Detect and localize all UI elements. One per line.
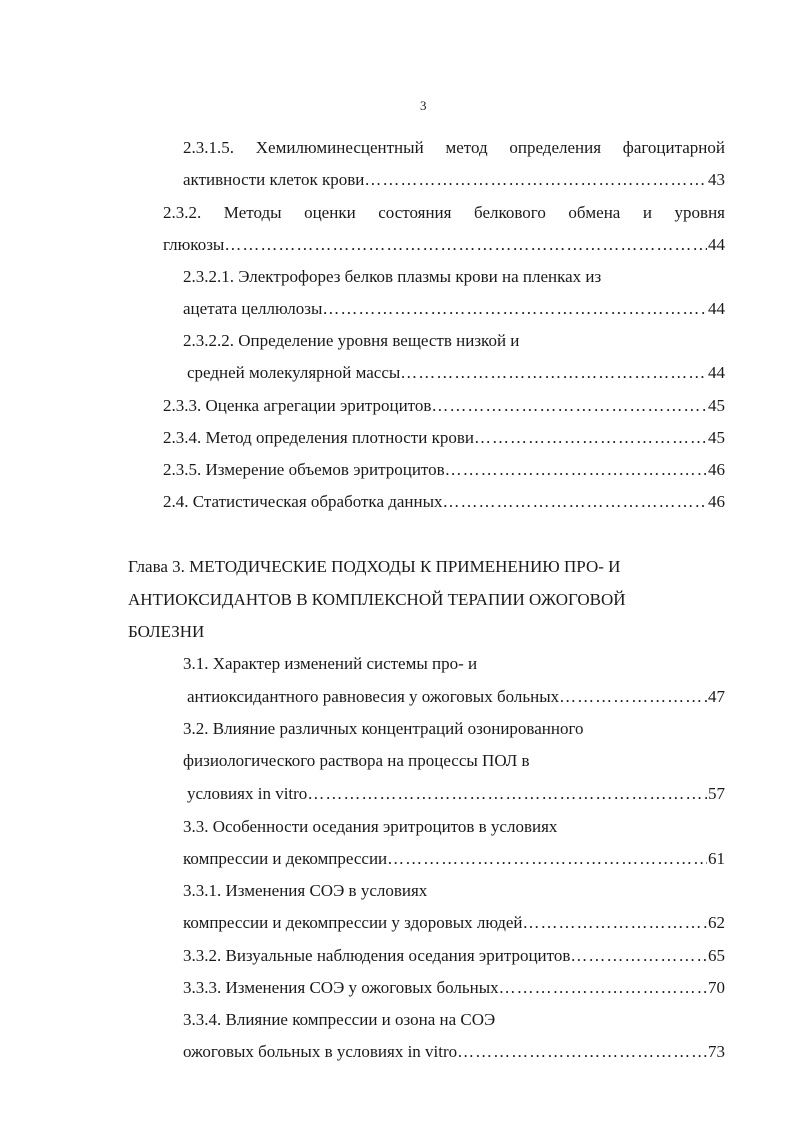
dot-leader (443, 492, 707, 512)
toc-page: 45 (708, 428, 725, 447)
toc-text: физиологического раствора на процессы ПОЛ в (183, 751, 530, 770)
dot-leader (523, 913, 707, 933)
toc-entry[interactable] (183, 946, 725, 966)
toc-text: 3.3.1. Изменения СОЭ в условиях (183, 881, 428, 900)
toc-text: глюкозы (163, 235, 225, 254)
dot-leader (445, 460, 707, 480)
toc-text: 3.3.4. Влияние компрессии и озона на СОЭ (183, 1010, 496, 1029)
toc-line (183, 881, 427, 901)
toc-line (183, 1010, 495, 1030)
toc-text: 2.3.1.5. Хемилюминесцентный метод определения фагоцитарной (183, 138, 725, 157)
dot-leader (307, 784, 707, 804)
toc-text: 3.2. Влияние различных концентраций озонированного (183, 719, 584, 738)
toc-line (183, 719, 584, 739)
toc-entry[interactable] (183, 849, 725, 869)
dot-leader (499, 978, 707, 998)
toc-text: активности клеток крови (183, 170, 365, 189)
toc-page: 65 (708, 946, 725, 965)
toc-text: условиях in vitro (187, 784, 308, 803)
dot-leader (224, 235, 707, 255)
toc-page: 47 (708, 687, 725, 706)
toc-text: 3.3.2. Визуальные наблюдения оседания эритроцитов (183, 946, 571, 965)
toc-page: 57 (708, 784, 725, 803)
dot-leader (400, 363, 707, 383)
toc-text: средней молекулярной массы (187, 363, 401, 382)
toc-line (183, 751, 530, 771)
toc-text: 2.3.2. Методы оценки состояния белкового обмена и уровня (163, 203, 725, 222)
dot-leader (457, 1042, 707, 1062)
toc-entry[interactable] (183, 299, 725, 319)
toc-text: 3.3. Особенности оседания эритроцитов в условиях (183, 817, 558, 836)
toc-text: 2.3.4. Метод определения плотности крови (163, 428, 474, 447)
toc-entry[interactable] (183, 978, 725, 998)
toc-entry[interactable] (163, 396, 725, 416)
chapter-heading: АНТИОКСИДАНТОВ В КОМПЛЕКСНОЙ ТЕРАПИИ ОЖОГОВОЙ (128, 590, 626, 609)
toc-text: ожоговых больных в условиях in vitro (183, 1042, 458, 1061)
toc-text: ацетата целлюлозы (183, 299, 323, 318)
toc-text: 2.3.2.2. Определение уровня веществ низкой и (183, 331, 520, 350)
toc-page: 44 (708, 363, 725, 382)
toc-text: 2.4. Статистическая обработка данных (163, 492, 443, 511)
toc-page: 43 (708, 170, 725, 189)
toc-text: 2.3.3. Оценка агрегации эритроцитов (163, 396, 432, 415)
toc-line (183, 331, 519, 351)
dot-leader (559, 687, 707, 707)
toc-line (183, 267, 601, 287)
chapter-heading: БОЛЕЗНИ (128, 622, 205, 641)
toc-line (183, 138, 725, 158)
toc-entry[interactable] (183, 170, 725, 190)
toc-page: 46 (708, 460, 725, 479)
toc-entry[interactable] (183, 1042, 725, 1062)
toc-page: 62 (708, 913, 725, 932)
toc-entry[interactable] (163, 460, 725, 480)
toc-text: 3.3.3. Изменения СОЭ у ожоговых больных (183, 978, 499, 997)
toc-page: 70 (708, 978, 725, 997)
toc-entry[interactable] (187, 784, 725, 804)
toc-page: 46 (708, 492, 725, 511)
dot-leader (474, 428, 707, 448)
toc-page: 44 (708, 299, 725, 318)
toc-entry[interactable] (163, 492, 725, 512)
toc-text: компрессии и декомпрессии у здоровых людей (183, 913, 523, 932)
dot-leader (431, 396, 707, 416)
chapter-heading: Глава 3. МЕТОДИЧЕСКИЕ ПОДХОДЫ К ПРИМЕНЕНИЮ ПРО- И (128, 557, 621, 576)
dot-leader (570, 946, 707, 966)
toc-entry[interactable] (163, 235, 725, 255)
toc-entry[interactable] (187, 687, 725, 707)
dot-leader (322, 299, 707, 319)
dot-leader (364, 170, 707, 190)
toc-text: компрессии и декомпрессии (183, 849, 388, 868)
dot-leader (387, 849, 707, 869)
toc-line (183, 654, 477, 674)
page-number: 3 (420, 98, 427, 113)
toc-text: 2.3.5. Измерение объемов эритроцитов (163, 460, 445, 479)
toc-entry[interactable] (183, 913, 725, 933)
toc-page: 61 (708, 849, 725, 868)
toc-text: антиоксидантного равновесия у ожоговых больных (187, 687, 560, 706)
toc-entry[interactable] (187, 363, 725, 383)
toc-entry[interactable] (163, 428, 725, 448)
toc-line (163, 203, 725, 223)
toc-line (183, 817, 557, 837)
toc-page: 73 (708, 1042, 725, 1061)
toc-text: 2.3.2.1. Электрофорез белков плазмы крови на пленках из (183, 267, 602, 286)
toc-page: 44 (708, 235, 725, 254)
toc-text: 3.1. Характер изменений системы про- и (183, 654, 478, 673)
toc-page: 45 (708, 396, 725, 415)
